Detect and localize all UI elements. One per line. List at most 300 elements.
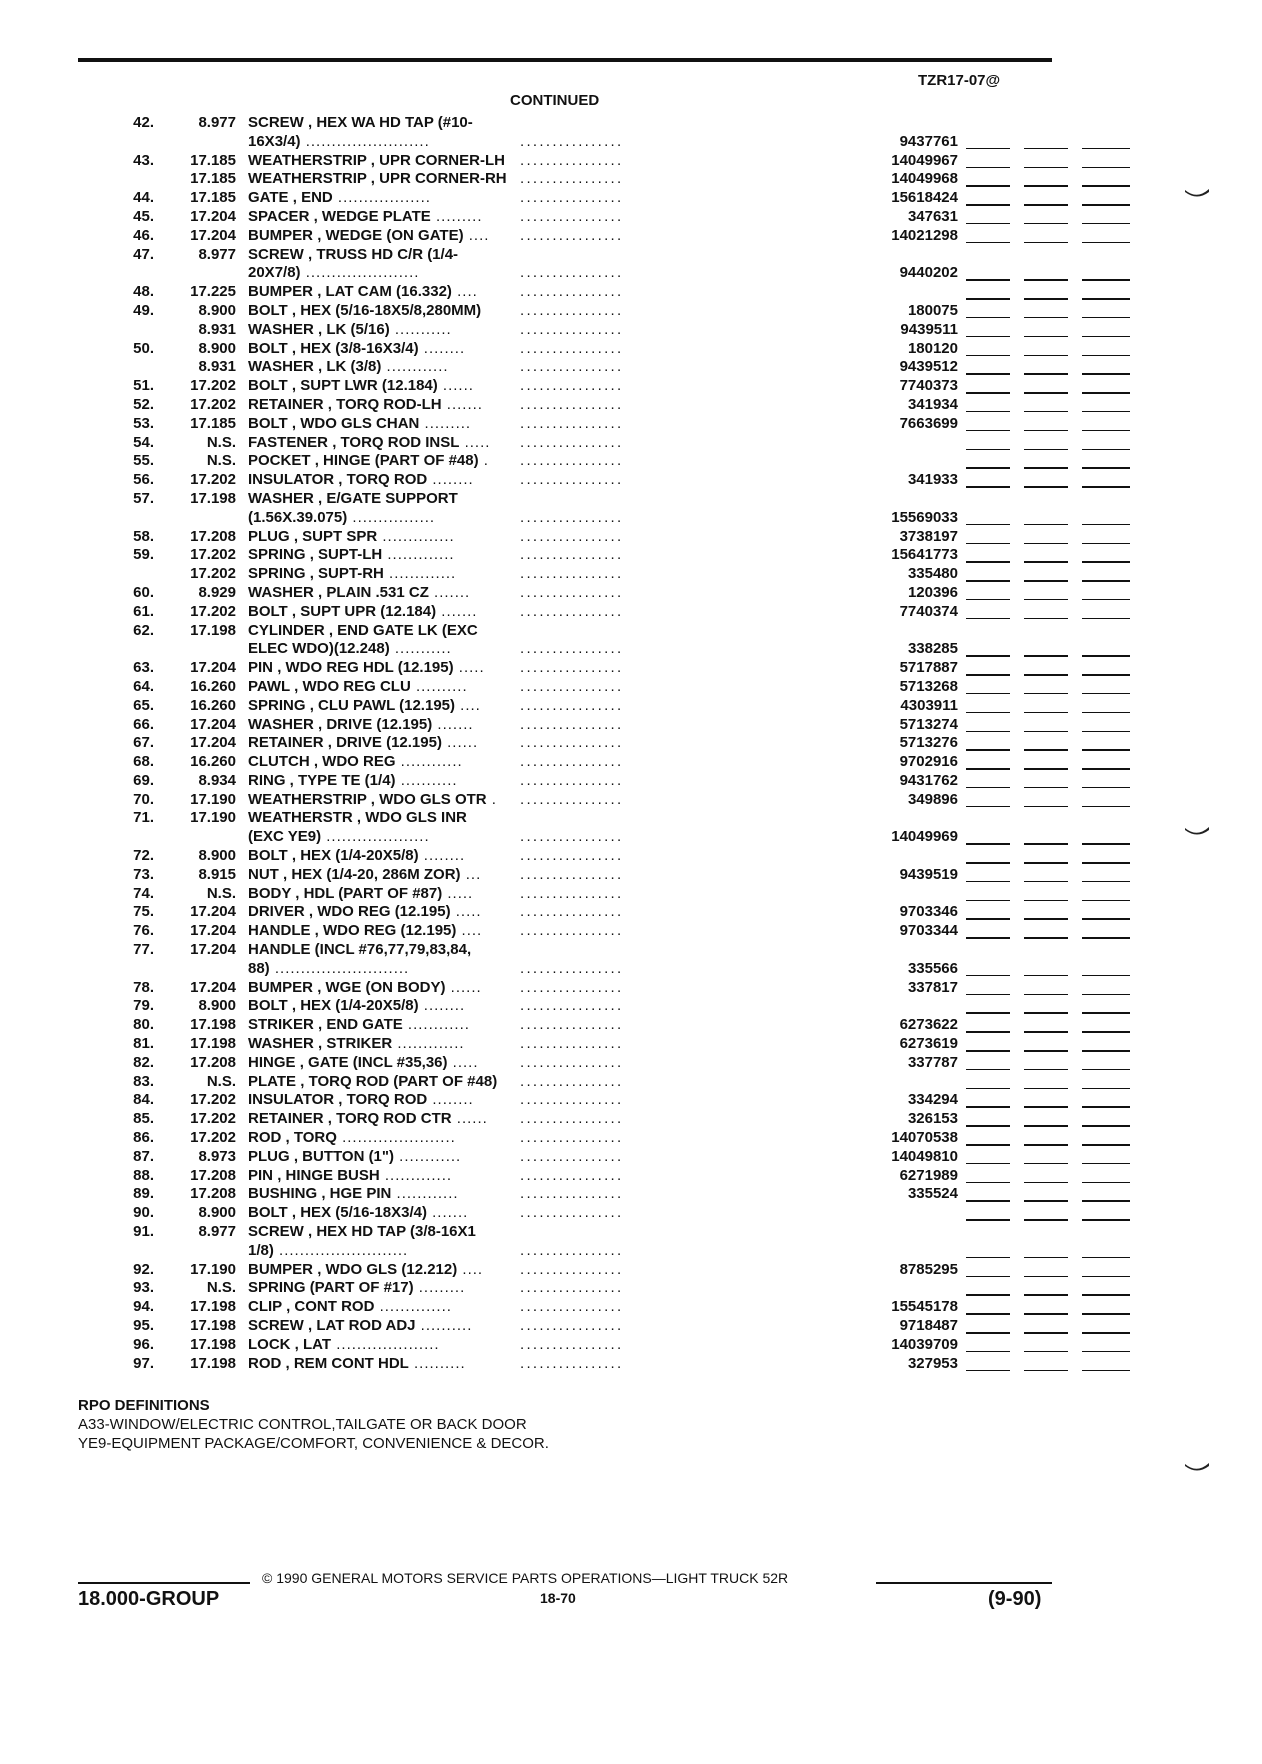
table-row [80,1242,1060,1261]
quantity-blank [966,1088,1010,1090]
quantity-blank [966,712,1010,714]
table-row [80,903,1060,922]
quantity-blank [1082,862,1130,864]
group-number: 17.208 [190,1166,236,1184]
group-number: 17.198 [190,1335,236,1353]
group-number: 17.202 [190,1129,236,1147]
dot-leader: ....... [428,583,471,601]
quantity-blank [1024,599,1068,601]
quantity-blank [966,1313,1010,1315]
table-row [80,302,1060,321]
dot-leader: . [486,790,497,808]
part-number: 338285 [907,640,958,658]
item-number: 63. [133,659,154,677]
table-row [80,678,1060,697]
quantity-blank [1024,298,1068,300]
part-number: 8785295 [899,1260,958,1278]
quantity-blank [1082,787,1130,789]
quantity-blank [1024,336,1068,338]
dot-leader: ........... [389,640,452,658]
group-number: 8.900 [198,847,236,865]
table-row [80,1148,1060,1167]
dot-leader: ................ [520,207,624,225]
dot-leader: ....... [441,395,483,413]
quantity-blank [1082,1276,1130,1278]
quantity-blank [1024,1370,1068,1372]
part-number: 6273619 [899,1035,958,1053]
item-number: 44. [133,189,154,207]
quantity-blank [1082,975,1130,977]
table-row [80,1016,1060,1035]
group-number: 17.208 [190,1185,236,1203]
part-detail: , BUTTON (1") [293,1147,395,1165]
item-number: 74. [133,884,154,902]
dot-leader: ............. [392,1035,465,1053]
quantity-blank [1082,279,1130,281]
group-number: 17.202 [190,602,236,620]
table-row [80,659,1060,678]
group-number: 8.973 [198,1147,236,1165]
table-row [80,753,1060,772]
item-number: 81. [133,1035,154,1053]
quantity-blank [1082,467,1130,469]
dot-leader: ................ [520,602,624,620]
part-detail: , END GATE LK (EXC [328,621,478,639]
part-number: 337817 [907,978,958,996]
quantity-blank [1024,749,1068,751]
quantity-blank [1024,768,1068,770]
quantity-blank [966,392,1010,394]
quantity-blank [1024,1200,1068,1202]
quantity-blank [1024,1050,1068,1052]
item-number: 67. [133,734,154,752]
part-detail: , WEDGE PLATE [313,207,431,225]
part-name: HANDLE [248,941,311,959]
part-number: 5713276 [899,734,958,752]
dot-leader: ....... [432,715,474,733]
quantity-blank [1024,1069,1068,1071]
part-detail: , WDO REG (12.195) [308,903,451,921]
item-number: 91. [133,1223,154,1241]
dot-leader: ................ [520,151,624,169]
table-row [80,189,1060,208]
part-number: 326153 [907,1110,958,1128]
part-name: RING [248,771,286,789]
table-row [80,772,1060,791]
dot-leader: ........................ [300,132,430,150]
quantity-blank [1082,749,1130,751]
item-number: 47. [133,245,154,263]
binder-mark-icon [1184,188,1210,198]
rpo-heading: RPO DEFINITIONS [78,1397,210,1414]
dot-leader: ..... [450,903,482,921]
quantity-blank [1024,1125,1068,1127]
part-number: 349896 [907,790,958,808]
part-detail: ELEC WDO)(12.248) [248,640,390,658]
group-label: 18.000-GROUP [78,1588,220,1610]
quantity-blank [1082,298,1130,300]
table-row [80,170,1060,189]
group-number: 17.202 [190,1091,236,1109]
rpo-line: A33-WINDOW/ELECTRIC CONTROL,TAILGATE OR BACK DOOR [78,1416,527,1433]
quantity-blank [1024,355,1068,357]
quantity-blank [966,1370,1010,1372]
quantity-blank [966,1069,1010,1071]
quantity-blank [1024,543,1068,545]
part-number: 4303911 [900,696,958,714]
part-number: 9703344 [899,922,958,940]
quantity-blank [966,618,1010,620]
quantity-blank [1082,1125,1130,1127]
quantity-blank [966,900,1010,902]
dot-leader: ..... [453,659,485,677]
table-row [80,1073,1060,1092]
quantity-blank [1082,411,1130,413]
table-row [80,809,1060,828]
quantity-blank [1082,1200,1130,1202]
binder-mark-icon [1184,826,1210,836]
group-number: 17.185 [190,170,236,188]
dot-leader: ................ [520,978,624,996]
group-number: N.S. [206,884,236,902]
quantity-blank [966,1200,1010,1202]
table-row [80,1336,1060,1355]
part-detail: , DRIVE (12.195) [318,715,433,733]
part-name: BOLT [248,997,288,1015]
table-row [80,1110,1060,1129]
quantity-blank [966,524,1010,526]
quantity-blank [966,731,1010,733]
quantity-blank [1082,148,1130,150]
group-number: 17.202 [190,377,236,395]
quantity-blank [966,1294,1010,1296]
dot-leader: ................ [520,715,624,733]
quantity-blank [966,749,1010,751]
table-row [80,246,1060,265]
item-number: 50. [133,339,154,357]
part-name: SPRING [248,696,306,714]
quantity-blank [1024,975,1068,977]
table-row [80,565,1060,584]
table-row [80,1223,1060,1242]
group-number: N.S. [206,1072,236,1090]
dot-leader: ................ [520,301,624,319]
quantity-blank [966,242,1010,244]
group-number: 8.977 [198,245,236,263]
item-number: 83. [133,1072,154,1090]
dot-leader: ................ [520,790,624,808]
group-number: 17.198 [190,489,236,507]
item-number: 72. [133,847,154,865]
part-name: PAWL [248,677,290,695]
item-number: 66. [133,715,154,733]
table-row [80,828,1060,847]
quantity-blank [1082,449,1130,451]
quantity-blank [1082,543,1130,545]
dot-leader: ................ [520,1016,624,1034]
dot-leader: ................ [520,1241,624,1259]
revision-date: (9-90) [988,1588,1042,1610]
quantity-blank [966,881,1010,883]
quantity-blank [1082,937,1130,939]
group-number: 17.204 [190,659,236,677]
part-name: FASTENER [248,433,329,451]
continued-label: CONTINUED [510,92,600,109]
part-number: 341933 [907,471,958,489]
item-number: 49. [133,301,154,319]
group-number: 17.198 [190,1298,236,1316]
quantity-blank [1082,1144,1130,1146]
quantity-blank [1082,1182,1130,1184]
part-number: 327953 [907,1354,958,1372]
quantity-blank [966,655,1010,657]
table-row [80,396,1060,415]
part-detail: 20X7/8) [248,264,301,282]
dot-leader: ................ [520,377,624,395]
part-detail: (INCL #76,77,79,83,84, [314,941,472,959]
part-number: 6273622 [899,1016,958,1034]
dot-leader: ..... [447,1053,479,1071]
part-detail: , SUPT-LH [309,546,383,564]
part-number: 14049810 [891,1147,958,1165]
part-detail: , TORQ ROD [338,471,428,489]
part-detail: , END [292,189,333,207]
quantity-blank [1082,1031,1130,1033]
table-row [80,452,1060,471]
group-number: 17.202 [190,1110,236,1128]
part-number: 335566 [907,959,958,977]
part-number: 347631 [907,207,958,225]
footer-rule-left [78,1582,250,1584]
item-number: 89. [133,1185,154,1203]
part-name: PLATE [248,1072,297,1090]
dot-leader: ........ [427,1091,474,1109]
table-row [80,358,1060,377]
dot-leader: ............ [394,1147,462,1165]
quantity-blank [966,862,1010,864]
dot-leader: ................ [520,339,624,357]
dot-leader: ............ [381,358,449,376]
part-name: STRIKER [248,1016,314,1034]
quantity-blank [1082,223,1130,225]
dot-leader: ................ [520,1035,624,1053]
quantity-blank [1024,1219,1068,1221]
part-name: HANDLE [248,922,311,940]
part-name: BOLT [248,339,288,357]
part-number: 14021298 [891,226,958,244]
part-number: 180120 [907,339,958,357]
quantity-blank [1082,1370,1130,1372]
dot-leader: ................ [347,508,436,526]
part-name: BOLT [248,301,288,319]
group-number: 17.185 [190,414,236,432]
part-number: 341934 [907,395,958,413]
quantity-blank [1082,1332,1130,1334]
quantity-blank [1024,580,1068,582]
part-name: RETAINER [248,395,324,413]
dot-leader: ........ [418,339,466,357]
part-number: 7663699 [899,414,958,432]
dot-leader: ...................... [336,1129,456,1147]
quantity-blank [966,918,1010,920]
part-detail: , LAT CAM (16.332) [317,283,452,301]
quantity-blank [1024,937,1068,939]
part-number: 9437761 [899,132,958,150]
dot-leader: ................ [520,1053,624,1071]
group-number: 17.202 [190,395,236,413]
quantity-blank [1082,430,1130,432]
part-name: BUMPER [248,1260,314,1278]
quantity-blank [1082,731,1130,733]
item-number: 96. [133,1335,154,1353]
quantity-blank [1024,1163,1068,1165]
table-row [80,1204,1060,1223]
part-detail: , REM CONT HDL [285,1354,409,1372]
dot-leader: .......... [408,1354,466,1372]
dot-leader: ..... [459,433,491,451]
dot-leader: ................ [520,1129,624,1147]
table-row [80,997,1060,1016]
dot-leader: ................ [520,1091,624,1109]
dot-leader: ........ [427,471,474,489]
table-row [80,227,1060,246]
part-name: SCREW [248,1317,304,1334]
quantity-blank [1082,1106,1130,1108]
quantity-blank [1082,1088,1130,1090]
part-name: BUSHING [248,1185,318,1203]
part-name: BOLT [248,377,288,395]
group-number: 16.260 [190,753,236,771]
part-detail: , SUPT UPR (12.184) [291,602,437,620]
group-number: 17.185 [190,151,236,169]
part-name: BOLT [248,1204,288,1222]
group-number: 8.915 [198,865,236,883]
part-name: NUT [248,865,279,883]
part-detail: , TRUSS HD C/R (1/4- [308,245,459,263]
quantity-blank [1082,336,1130,338]
dot-leader: ................ [520,696,624,714]
group-number: 17.204 [190,941,236,959]
part-number: 337787 [907,1053,958,1071]
group-number: N.S. [206,433,236,451]
dot-leader: .............. [374,1298,452,1316]
dot-leader: ........ [418,847,466,865]
table-row [80,1129,1060,1148]
dot-leader: ................ [520,189,624,207]
quantity-blank [1024,392,1068,394]
part-number: 9718487 [899,1317,958,1334]
part-name: GATE [248,189,289,207]
part-name: SPRING [248,565,306,583]
item-number: 94. [133,1298,154,1316]
group-number: 17.204 [190,715,236,733]
dot-leader: ... [460,865,482,883]
item-number: 55. [133,452,154,470]
item-number: 58. [133,527,154,545]
quantity-blank [1082,994,1130,996]
part-detail: 16X3/4) [248,132,301,150]
quantity-blank [1024,204,1068,206]
quantity-blank [1024,524,1068,526]
part-name: SCREW [248,1223,304,1241]
dot-leader: ................ [520,264,624,282]
quantity-blank [966,355,1010,357]
item-number: 57. [133,489,154,507]
group-number: 17.204 [190,922,236,940]
part-number: 7740373 [899,377,958,395]
item-number: 92. [133,1260,154,1278]
table-row [80,640,1060,659]
quantity-blank [966,1050,1010,1052]
dot-leader: .......... [410,677,468,695]
dot-leader: ............ [391,1185,459,1203]
quantity-blank [1082,768,1130,770]
dot-leader: ................ [520,771,624,789]
group-number: 17.204 [190,903,236,921]
group-number: 17.202 [190,471,236,489]
table-row [80,509,1060,528]
table-row [80,283,1060,302]
group-number: 8.931 [198,358,236,376]
table-row [80,1261,1060,1280]
part-detail: , TORQ ROD (PART OF #48) [300,1072,498,1090]
part-detail: , CONT ROD [286,1298,375,1316]
part-detail: , HINGE BUSH [277,1166,380,1184]
quantity-blank [1024,148,1068,150]
part-detail: (PART OF #17) [309,1279,414,1297]
quantity-blank [966,693,1010,695]
quantity-blank [1024,185,1068,187]
dot-leader: ............ [402,1016,470,1034]
table-row [80,208,1060,227]
part-detail: , SUPT SPR [293,527,378,545]
part-number: 9439519 [899,865,958,883]
group-number: 17.185 [190,189,236,207]
table-row [80,1091,1060,1110]
item-number: 53. [133,414,154,432]
quantity-blank [1024,862,1068,864]
table-row [80,133,1060,152]
dot-leader: ................ [520,1260,624,1278]
dot-leader: ......... [430,207,483,225]
quantity-blank [1082,355,1130,357]
part-number: 5713274 [899,715,958,733]
part-detail: , WDO GLS CHAN [291,414,420,432]
table-row [80,1355,1060,1374]
part-name: CLIP [248,1298,282,1316]
group-number: 17.198 [190,1317,236,1334]
part-detail: , TORQ ROD-LH [327,395,442,413]
quantity-blank [966,674,1010,676]
dot-leader: ...... [445,978,482,996]
dot-leader: .... [455,696,481,714]
table-row [80,264,1060,283]
dot-leader: ................ [520,226,624,244]
quantity-blank [1024,994,1068,996]
table-row [80,434,1060,453]
table-row [80,321,1060,340]
quantity-blank [966,167,1010,169]
part-number: 335524 [907,1185,958,1203]
quantity-blank [1024,693,1068,695]
part-detail: , END GATE [318,1016,403,1034]
quantity-blank [1024,430,1068,432]
part-name: PLUG [248,1147,290,1165]
quantity-blank [1082,918,1130,920]
group-number: 8.929 [198,583,236,601]
dot-leader: ................ [520,865,624,883]
part-number: 14070538 [891,1129,958,1147]
